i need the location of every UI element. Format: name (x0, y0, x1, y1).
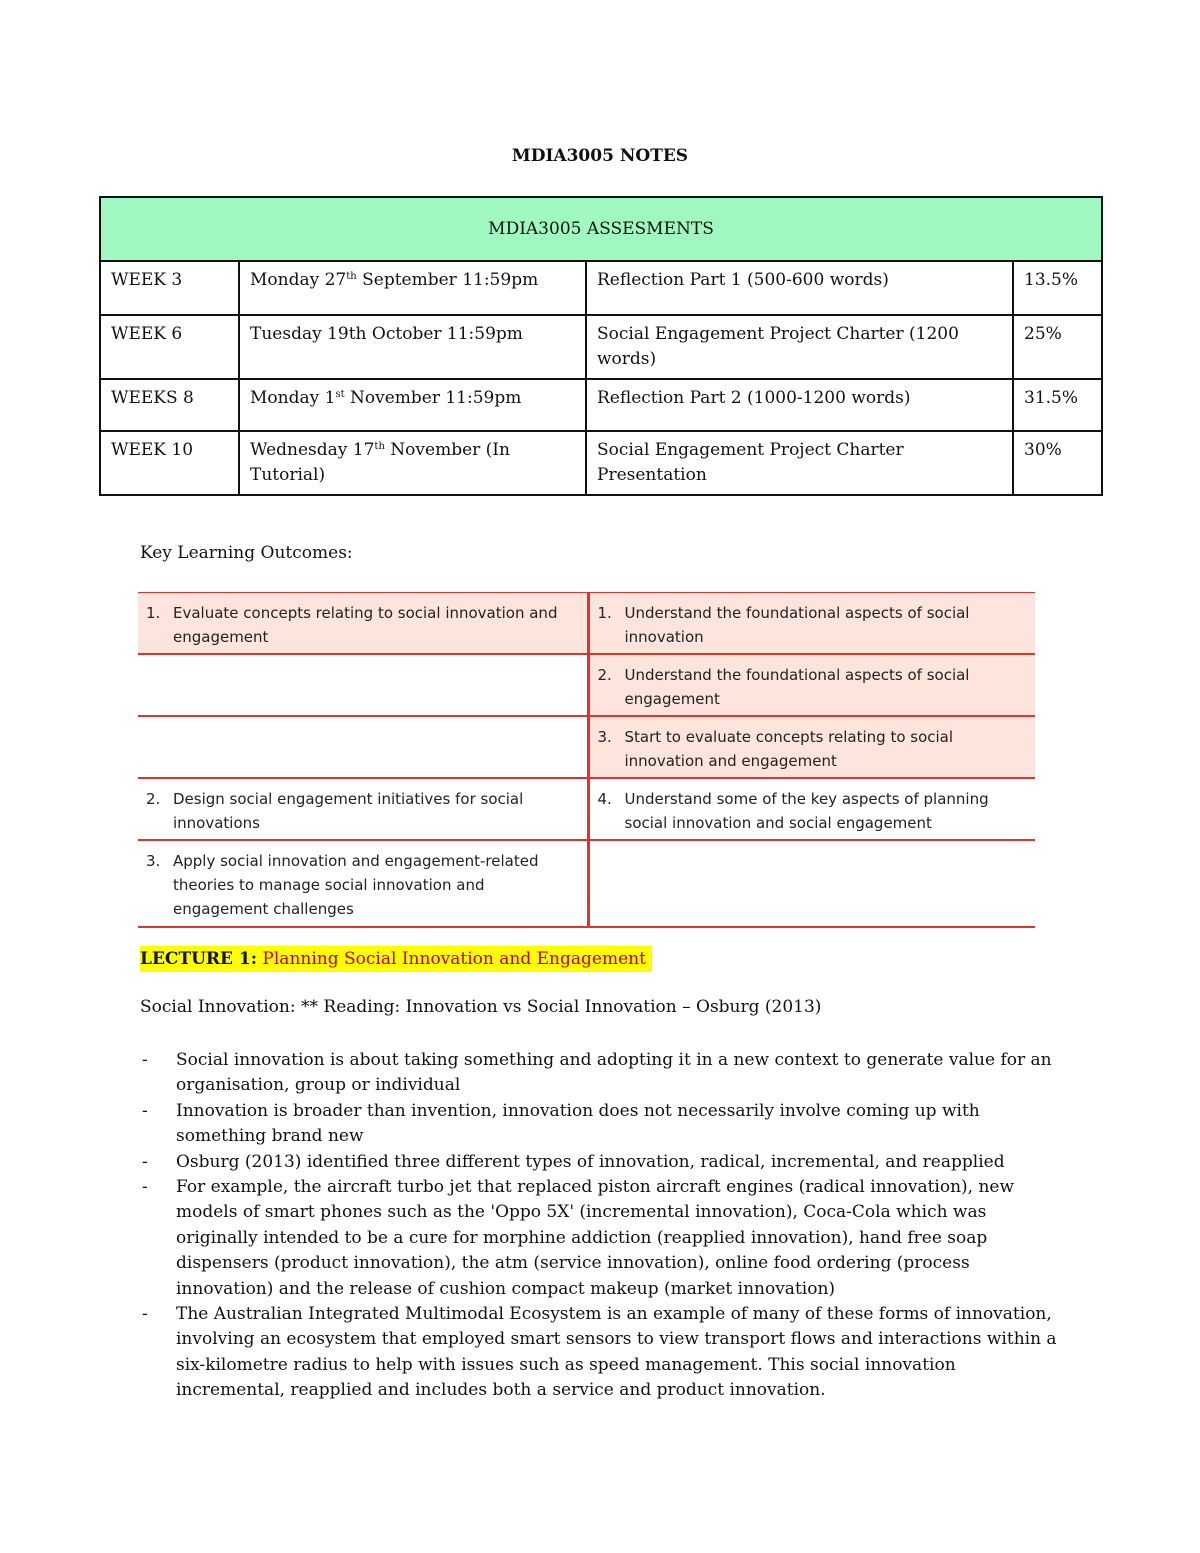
week-cell: WEEKS 8 (100, 379, 239, 431)
due-date-cell: Tuesday 19th October 11:59pm (239, 315, 586, 379)
table-row (100, 431, 1102, 495)
outcome-number: 2. (597, 666, 612, 684)
due-date-cell: Monday 1st November 11:59pm (239, 379, 586, 431)
weight-cell: 31.5% (1013, 379, 1102, 431)
outcome-number: 3. (597, 728, 612, 746)
outcome-number: 3. (146, 852, 161, 870)
outcome-text: Evaluate concepts relating to social innovation and engagement (173, 604, 558, 646)
task-cell: Reflection Part 2 (1000-1200 words) (586, 379, 1013, 431)
outcome-text: Apply social innovation and engagement-related theories to manage social innovation and engagement challenges (173, 852, 539, 918)
list-item: - For example, the aircraft turbo jet that replaced piston aircraft engines (radical innovation), new models of smart phones such as the 'Oppo 5X' (incremental innovation), Coca-Cola which was originally intended to be a cure for morphine addiction (reapplied innovation), hand free soap dispensers (product innovation), the atm (service innovation), online food ordering (process innovation) and the release of cushion compact makeup (market innovation) (140, 1175, 1070, 1302)
table-row (100, 315, 1102, 379)
table-row (100, 379, 1102, 431)
table-row (138, 654, 1035, 716)
outcome-number: 4. (597, 790, 612, 808)
week-cell: WEEK 3 (100, 261, 239, 315)
outcome-number: 1. (146, 604, 161, 622)
list-item: - The Australian Integrated Multimodal Ecosystem is an example of many of these forms of innovation, involving an ecosystem that employed smart sensors to view transport flows and interactions within a six-kilometre radius to help with issues such as speed management. This social innovation incremental, reapplied and includes both a service and product innovation. (140, 1302, 1070, 1404)
assessments-table (99, 196, 1103, 496)
reading-line: Social Innovation: ** Reading: Innovation vs Social Innovation – Osburg (2013) (140, 997, 822, 1017)
outcome-text: Start to evaluate concepts relating to social innovation and engagement (624, 728, 954, 770)
week-cell: WEEK 6 (100, 315, 239, 379)
lecture-label: LECTURE 1: (140, 949, 258, 969)
outcome-number: 2. (146, 790, 161, 808)
task-cell: Social Engagement Project Charter Presentation (586, 431, 1013, 495)
task-cell: Social Engagement Project Charter (1200 words) (586, 315, 1013, 379)
outcome-cell-right (588, 716, 1035, 778)
document-title: MDIA3005 NOTES (511, 146, 689, 166)
outcome-cell-left (138, 840, 588, 927)
weight-cell: 30% (1013, 431, 1102, 495)
weight-cell: 25% (1013, 315, 1102, 379)
table-row (138, 778, 1035, 840)
outcome-text: Understand the foundational aspects of social engagement (624, 666, 970, 708)
outcome-cell-right (588, 593, 1035, 655)
outcome-cell-right (588, 840, 1035, 927)
outcome-cell-left (138, 778, 588, 840)
list-item: - Social innovation is about taking something and adopting it in a new context to generate value for an organisation, group or individual (140, 1048, 1070, 1099)
task-cell: Reflection Part 1 (500-600 words) (586, 261, 1013, 315)
table-row (138, 840, 1035, 927)
list-item: - Osburg (2013) identified three different types of innovation, radical, incremental, and reapplied (140, 1150, 1070, 1175)
outcome-cell-right (588, 778, 1035, 840)
weight-cell: 13.5% (1013, 261, 1102, 315)
outcome-text: Understand some of the key aspects of planning social innovation and social engagement (624, 790, 989, 832)
assessments-header: MDIA3005 ASSESMENTS (100, 197, 1102, 261)
lecture-title: Planning Social Innovation and Engagement (257, 949, 646, 969)
table-row (100, 261, 1102, 315)
list-item: - Innovation is broader than invention, innovation does not necessarily involve coming up with something brand new (140, 1099, 1070, 1150)
outcome-cell-left (138, 716, 588, 778)
learning-outcomes-table (138, 592, 1035, 928)
key-learning-outcomes-label: Key Learning Outcomes: (140, 543, 353, 563)
table-row (138, 593, 1035, 655)
week-cell: WEEK 10 (100, 431, 239, 495)
due-date-cell: Monday 27th September 11:59pm (239, 261, 586, 315)
outcome-cell-left (138, 593, 588, 655)
due-date-cell: Wednesday 17th November (In Tutorial) (239, 431, 586, 495)
outcome-text: Understand the foundational aspects of social innovation (624, 604, 970, 646)
notes-list (140, 1048, 1070, 1404)
table-row (138, 716, 1035, 778)
outcome-cell-left (138, 654, 588, 716)
lecture-heading (140, 946, 652, 972)
outcome-cell-right (588, 654, 1035, 716)
outcome-number: 1. (597, 604, 612, 622)
outcome-text: Design social engagement initiatives for social innovations (173, 790, 524, 832)
